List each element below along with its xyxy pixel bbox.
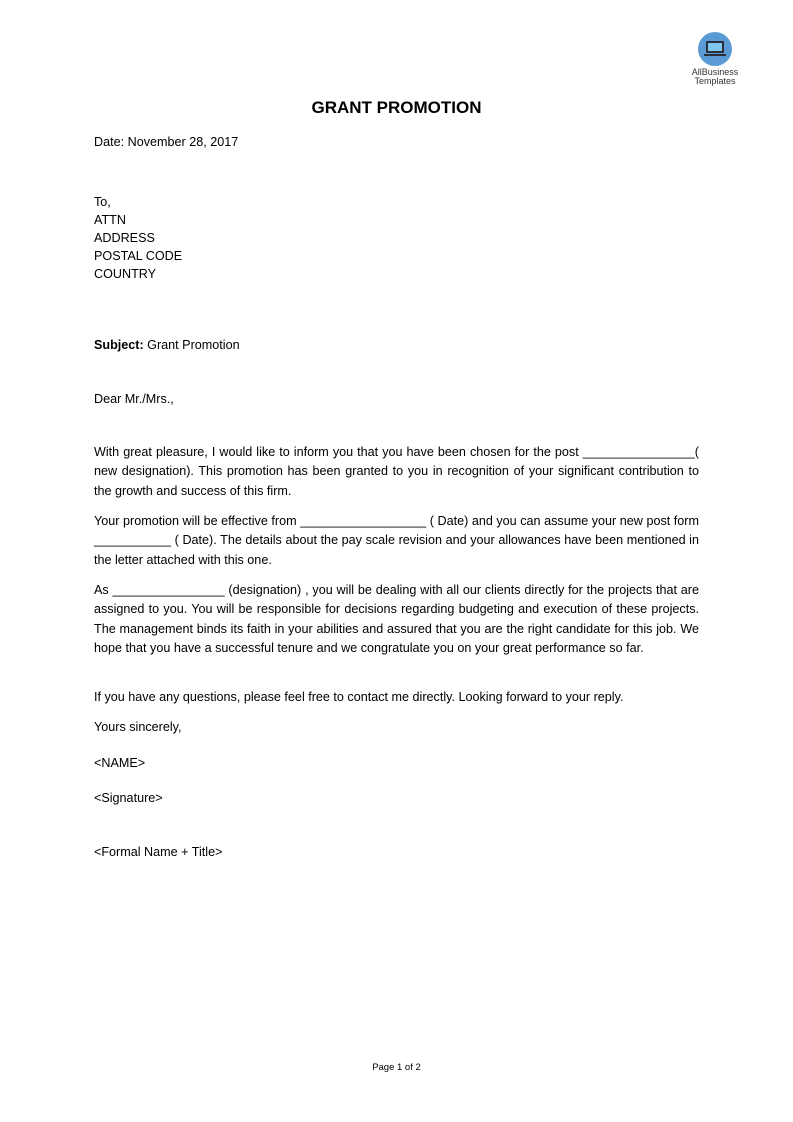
paragraph-1: With great pleasure, I would like to inform you that you have been chosen for the post ________________( new designation). This promotion has been granted to you in recognition of your significant contribution to the growth and success of this firm. xyxy=(94,445,699,498)
paragraph-4: If you have any questions, please feel free to contact me directly. Looking forward to your reply. xyxy=(94,690,624,704)
page-number: Page 1 of 2 xyxy=(372,1062,421,1073)
address-country: COUNTRY xyxy=(94,267,157,281)
formal-name-placeholder: <Formal Name + Title> xyxy=(94,845,223,859)
name-placeholder: <NAME> xyxy=(94,756,146,770)
paragraph-2: Your promotion will be effective from __________________ ( Date) and you can assume your new post form ___________ ( Date). The details about the pay scale revision and your allowances have been mentioned in the letter attached with this one. xyxy=(94,514,699,567)
date-line: Date: November 28, 2017 xyxy=(94,135,239,149)
subject-label: Subject: xyxy=(94,338,144,352)
subject-value: Grant Promotion xyxy=(143,338,240,352)
brand-logo xyxy=(684,32,746,86)
salutation: Dear Mr./Mrs., xyxy=(94,392,174,406)
address-postal-code: POSTAL CODE xyxy=(94,249,183,263)
subject-line xyxy=(94,336,240,354)
document-title: GRANT PROMOTION xyxy=(311,98,482,117)
address-attn: ATTN xyxy=(94,213,126,227)
laptop-icon xyxy=(698,32,732,66)
logo-line-1: AllBusiness xyxy=(691,67,739,77)
paragraph-3: As ________________ (designation) , you will be dealing with all our clients directly for the projects that are assigned to you. You will be responsible for decisions regarding budgeting and execution of these projects. The management binds its faith in your abilities and assured that you are the right candidate for this job. We hope that you have a successful tenure and we congratulate you on your great performance so far. xyxy=(94,583,699,655)
closing: Yours sincerely, xyxy=(94,720,182,734)
logo-line-2: Templates xyxy=(694,76,736,86)
logo-text xyxy=(684,68,746,86)
signature-placeholder: <Signature> xyxy=(94,791,163,805)
address-to: To, xyxy=(94,195,111,209)
address-address: ADDRESS xyxy=(94,231,155,245)
